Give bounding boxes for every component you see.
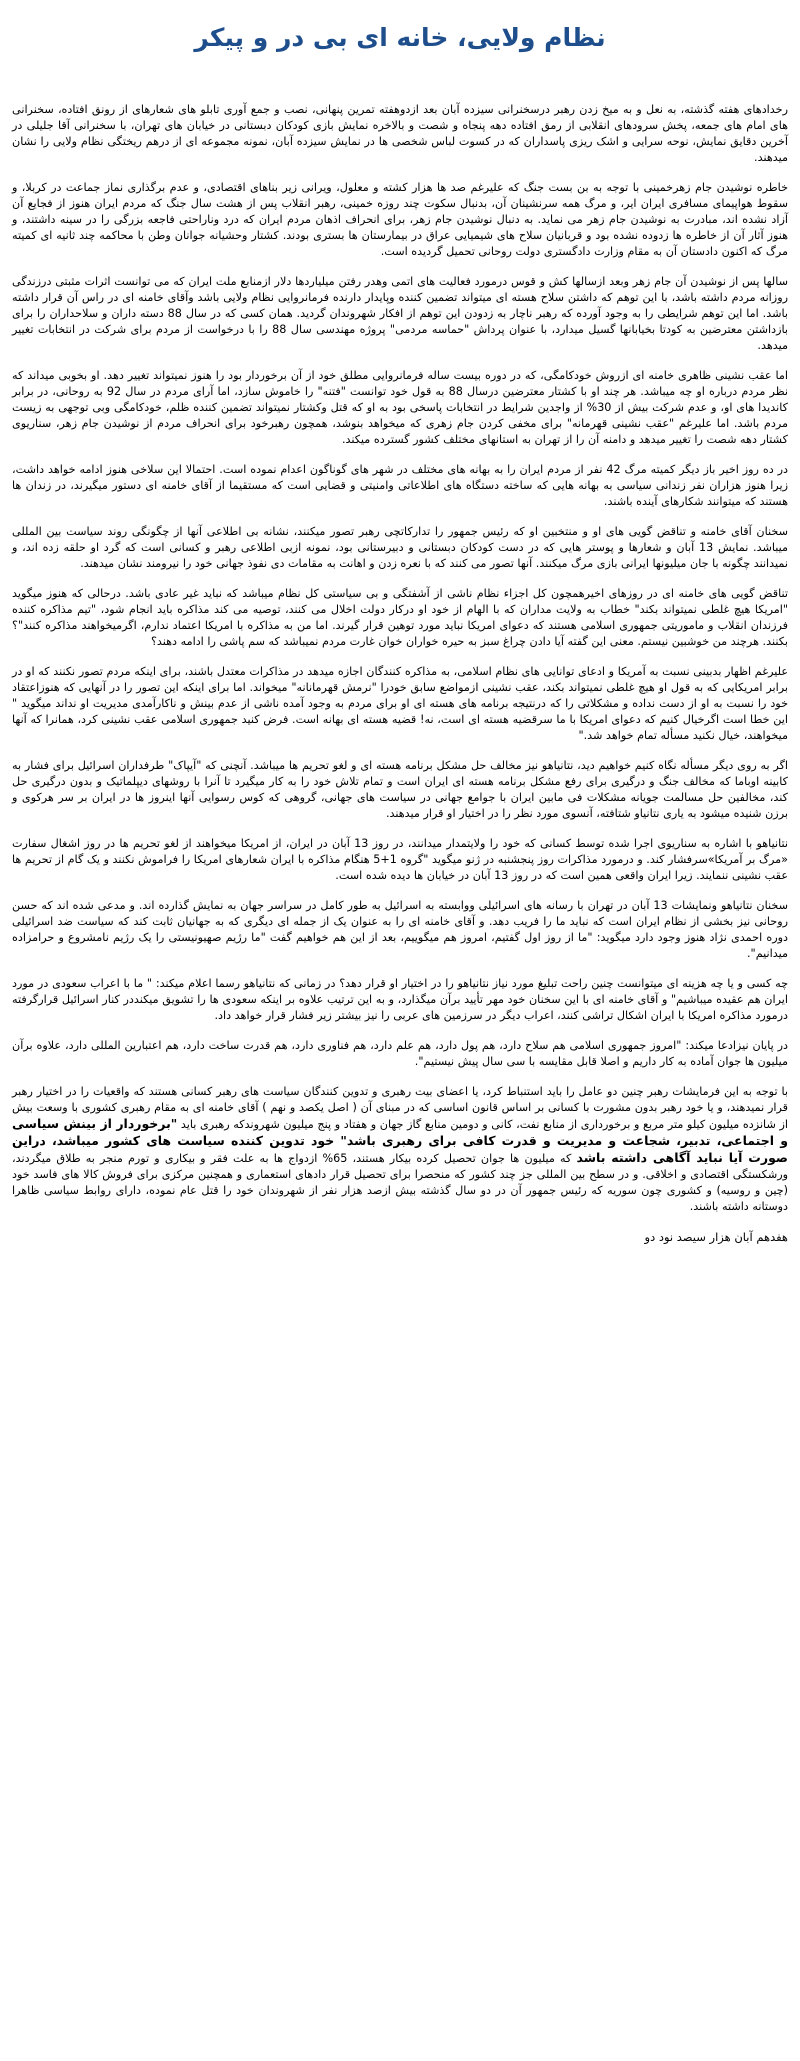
article-paragraph: در ده روز اخیر باز دیگر کمیته مرگ 42 نفر از مردم ایران را به بهانه های مختلف در شهر های گوناگون اعدام نموده است. احتمالا این سلاخی هنوز ادامه خواهد داشت، زیرا هنوز هزاران نفر زندانی سیاسی به بهانه هایی که ساخته دستگاه های اطلاعاتی وامنیتی و قضایی است که مستقیما از آقای خامنه ای دستور میگیرند، در زندان ها هستند که میتوانند شکارهای آینده باشند. bbox=[12, 463, 788, 508]
article-paragraph: سالها پس از نوشیدن آن جام زهر وبعد ازسالها کش و قوس درمورد فعالیت های اتمی وهدر رفتن میلیاردها دلار ازمنابع ملت ایران که می توانست اثرات مثبتی درزندگی روزانه مردم داشته باشد، با این توهم که داشتن سلاح هسته ای میتواند تضمین کننده وپایدار دارنده فرمانروایی نظام ولایی باشد وآقای خامنه ای در راس آن قرار داشته باشد. اما این توهم شرایطی را به وجود آورده که رهبر ناچار به زدودن این توهم از افکار شهروندان گردید. همان کسی که در سال 88 دسته داران و سلاحداران را برای بازداشتن معترضین به کودتا بخیابانها گسیل میدارد، با عنوان پرداش "حماسه مردمی" پروژه مهندسی سال 88 را با درخواست از مردم برای شرکت در انتخابات تغییر میدهد. bbox=[12, 275, 788, 352]
article-paragraph: نتانیاهو با اشاره به سناریوی اجرا شده توسط کسانی که خود را ولایتمدار میدانند، در روز 13 آبان در ایران، از امریکا میخواهند از لغو تحریم ها در روز اشغال سفارت «مرگ بر آمریکا»سرفشار کند. و درمورد مذاکرات روز پنجشنبه در ژنو میگوید "گروه 1+5 هنگام مذاکره با ایران شعارهای امریکا را فراموش نکنند و یک گام از تحریم ها عقب نشینی ننمایند. زیرا ایران واقعی همین است که در روز 13 آبان در خیابان ها دیده شده است. bbox=[12, 837, 788, 882]
article-paragraph: در پایان نیزادعا میکند: "امروز جمهوری اسلامی هم سلاح دارد، هم پول دارد، هم علم دارد، هم فناوری دارد، هم قدرت ساخت دارد، هم اعتبارین المللی دارد، علاوه برآن میلیون ها جوان آماده به کار داریم و اصلا قابل مقایسه با سی سال پیش نیستیم". bbox=[12, 1039, 788, 1068]
article-paragraph: سخنان نتانیاهو ونمایشات 13 آبان در تهران با رسانه های اسرائیلی ووابسته به اسرائیل به طور کامل در سراسر جهان به نمایش گذارده اند. و مدعی شده اند که حسن روحانی نیز بخشی از نظام ایران است که نباید ما را فریب دهد. و آقای خامنه ای را به عنوان یک از جمله ای دیگری که به جهانیان ثابت کند که سیاست ضد اسرائیلی دوره احمدی نژاد هنوز وجود دارد میگوید: "ما از روز اول گفتیم، امروز هم میگوییم، بعد از این هم خواهیم گفت "ما رژیم صهیونیستی را یک رژیم نامشروع و حرامزاده میدانیم". bbox=[12, 899, 788, 960]
final-paragraph bbox=[12, 1084, 788, 1215]
article-body bbox=[12, 102, 788, 1070]
article-paragraph: خاطره نوشیدن جام زهرخمینی با توجه به بن بست جنگ که علیرغم صد ها هزار کشته و معلول، ویرانی زیر بناهای اقتصادی، و عدم برگذاری نماز جماعت در کربلا، و سقوط هواپیمای مسافری ایران ایر، و مرگ همه سرنشینان آن، بدنبال سکوت چند روزه خمینی، رهبر انقلاب پس از هشت سال جنگ که مردم ایران هنوز از فجایع آن آزاد نشده اند، مبادرت به نوشیدن جام زهر می نماید. به دنبال نوشیدن جام زهر، برای انحراف اذهان مردم ایران که درد وناراحتی فاجعه بزرگی را در سینه داشتند، و هنوز آثار آن از خاطره ها زدوده نشده بود و قربانیان سلاح های شیمیایی عراق در بیمارستان ها بستری بودند. کشتار وحشیانه جوانان وطن با محاکمه چند ثانیه ای کمیته مرگ که اکنون دادستان آن به مقام وزارت دادگستری دولت روحانی تحمیل گردیده است. bbox=[12, 181, 788, 258]
article-paragraph: تناقض گویی های خامنه ای در روزهای اخیرهمچون کل اجزاء نظام ناشی از آشفتگی و بی سیاستی کل نظام میباشد که نباید غیر عادی باشد. درحالی که هنوز میگوید "امریکا هیچ غلطی نمیتواند بکند" خطاب به ولایت مداران که با الهام از خود او درکار دولت اخلال می کنند، توصیه می کند مذاکره باید انجام شود، "تیم مذاکره کننده فرزندان انقلاب و ماموریتی جمهوری اسلامی هستند که دعوای امریکا نباید مورد توهین قرار گیرند. اما من به مذاکره با امریکا اعتماد ندارم، اگرمیخواهند مذاکره کنند"؟ بکنند. هرچند من خوشبین نیستم. معنی این گفته آیا دادن چراغ سبز به حیره خواران خوان غارت مردم نمیباشد که سم پاشی را ادامه دهند؟ bbox=[12, 587, 788, 648]
article-title: نظام ولایی، خانه ای بی در و پیکر bbox=[194, 23, 606, 52]
article-paragraph: اگر به روی دیگر مسأله نگاه کنیم خواهیم دید، نتانیاهو نیز مخالف حل مشکل برنامه هسته ای و لغو تحریم ها میباشد. آنچنی که "آیپاک" طرفداران اسرائیل برای فشار به کابینه اوباما که مخالف جنگ و درگیری برای رفع مشکل برنامه هسته ای ایران است و تمام تلاش خود را به کار میگیرد تا آنرا با روشهای دیپلماتیک و بدون درگیری حل کند، مخالفین حل مسالمت جویانه مشکلات فی مابین ایران با جوامع جهانی در سیاست های جهانی، گروهی که کوس رسوایی آنها اینروز ها در ایران بر سر هرکوی و برزن شنیده میشود به یاری نتانیاو شتافته، آنسوی مورد نظر را در اختیار او قرار میدهند. bbox=[12, 759, 788, 820]
article-paragraph: چه کسی و یا چه هزینه ای میتوانست چنین راحت تبلیغ مورد نیاز نتانیاهو را در اختیار او قرار دهد؟ در زمانی که نتانیاهو رسما اعلام میکند: " ما با اعراب سعودی در مورد ایران هم عقیده میباشیم" و آقای خامنه ای با این سخنان خود مهر تأیید برآن میگذارد، و به این ترتیب علاوه بر اینکه سعودی ها را تشویق میکنددر کنار اسرائیل قرارگرفته درمورد مذاکره امریکا با ایران اشکال تراشی کنند، اعراب دیگر در سرزمین های عربی را نیز بیشتر زیر فشار قرار خواهد داد. bbox=[12, 977, 788, 1022]
final-paragraph-text-start: با توجه به این فرمایشات رهبر چنین دو عامل را باید استنباط کرد، یا اعضای بیت رهبری و تدوین کنندگان سیاست های رهبر کسانی هستند که واقعیات را در اختیار رهبر قرار نمیدهند، و یا خود رهبر بدون مشورت با کسانی بر اساس قانون اساسی که در مبنای آن ( اصل یکصد و نهم ) آقای خامنه ای به مقام رهبری کشوری با وسعت بیش از شانزده میلیون کیلو متر مربع و برخورداری از منابع نفت، کانی و دومین منابع گاز جهان و هفتاد و پنج میلیون شهروندکه رهبری باید bbox=[12, 1085, 788, 1131]
article-paragraph: اما عقب نشینی ظاهری خامنه ای ازروش خودکامگی، که در دوره بیست ساله فرمانروایی مطلق خود از آن برخوردار بود را هنوز نمیتواند تغییر دهد. او بخوبی میداند که نظر مردم درباره او چه میباشد. هر چند او با کشتار معترضین درسال 88 به قول خود توانست "فتنه" را خاموش سازد، اما آرای مردم در سال 92 به روحانی، در برابر کاندیدا های او، و عدم شرکت بیش از 30% از واجدین شرایط در انتخابات پاسخی بود به او که قتل وکشتار نمیتواند تضمین کننده ظلم، خودکامگی وبی توجهی به زیست مردم باشد. اما علیرغم "عقب نشینی قهرمانه" برای مخفی کردن جام زهری که میخواهد بنوشد، همچون رهبرخود برای انحراف مردم از نوشیدن جام زهر، سناریوی کشتار دهه شصت را تغییر میدهد و دامنه آن را از تهران به استانهای مختلف کشور گسترده میکند. bbox=[12, 369, 788, 446]
final-paragraph-text-end: که میلیون ها جوان تحصیل کرده بیکار هستند، 65% ازدواج ها به علت فقر و بیکاری و تورم منجر به طلاق میگردند، ورشکستگی اقتصادی و اخلاقی. و در سطح بین المللی جز چند کشور که منحصرا برای تحصیل قرار دادهای استعماری و همچنین مرکزی برای فروش کالا های فاسد خود (چین و روسیه) و کشوری چون سوریه که رئیس جمهور آن در دو سال گذشته بیش ازصد هزار نفر از شهروندان خود را قتل عام نموده، دارای روابط سیاسی ظاهرا دوستانه داشته باشند. bbox=[12, 1152, 788, 1213]
article-paragraph: رخدادهای هفته گذشته، به نعل و به میخ زدن رهبر درسخنرانی سیزده آبان بعد ازدوهفته تمرین پنهانی، نصب و جمع آوری تابلو های شعارهای از رونق افتاده، سخنرانی های امام های جمعه، پخش سرودهای انقلابی از رمق افتاده دهه پنجاه و شصت و بالاخره نمایش بازی کودکان دبستانی در خیابان های تهران، با سخنرانی آقا جلیلی در آخرین دقایق نمایش، نوحه سرایی و اشک ریزی پاسداران که در کسوت لباس شخصی ها در نمایش سیزده آبان، نمونه مجموعه ای از درهم ریختگی نظام ولایی را نشان میدهند. bbox=[12, 103, 788, 164]
article-date-signature: هفدهم آبان هزار سیصد نود دو bbox=[644, 1230, 788, 1244]
article-paragraph: سخنان آقای خامنه و تناقض گویی های او و منتخبین او که رئیس جمهور را تدارکاتچی رهبر تصور میکنند، نشانه بی اطلاعی آنها از چگونگی روند سیاست بین المللی میباشد. نمایش 13 آبان و شعارها و پوستر هایی که در دست کودکان دبستانی و دبیرستانی بود، نمونه ازبی اطلاعی رهبر و کسانی است که گرد او حلقه زده اند، و نمیدانند چگونه با جان میلیونها ایرانی بازی مرگ میکنند. آنها تصور می کنند که با نعره زدن و اهانت به مقامات دی نفوذ جهانی خود را نیرومند نشان میدهند. bbox=[12, 525, 788, 570]
final-paragraph-bold-quote: "برخوردار از بینش سیاسی و اجتماعی، تدبیر، شجاعت و مدیریت و قدرت کافی برای رهبری باشد" خود تدوین کننده سیاست های کشور میباشد، دراین صورت آیا نباید آگاهی داشته باشد bbox=[12, 1116, 788, 1165]
article-paragraph: علیرغم اظهار بدبینی نسبت به آمریکا و ادعای توانایی های نظام اسلامی، به مذاکره کنندگان اجازه میدهد در مذاکرات معتدل باشند، برای اینکه مردم تصور نکنند که او در برابر امریکایی که به قول او هیچ غلطی نمیتواند بکند، عقب نشینی ازمواضع سابق خودرا "نرمش قهرمانانه" میخواند. اما برای اینکه این تصور را در آنهایی که هنوزاعتقاد خود را نسبت به او از دست نداده و مشکلاتی را که درنتیجه برنامه های هسته ای او برای مردم به وجود آمده ناشی از عدم بینش و ناکارآمدی مدیریت او نداند میگوید " این خطا است اگرخیال کنیم که دعوای امریکا با ما سرقضیه هسته ای است، نه! قضیه هسته ای بهانه است. فرض کنید جمهوری اسلامی عقب نشینی کرد، همانرا که آنها میخواهند، خیال نکنید مسأله تمام خواهد شد." bbox=[12, 665, 788, 742]
